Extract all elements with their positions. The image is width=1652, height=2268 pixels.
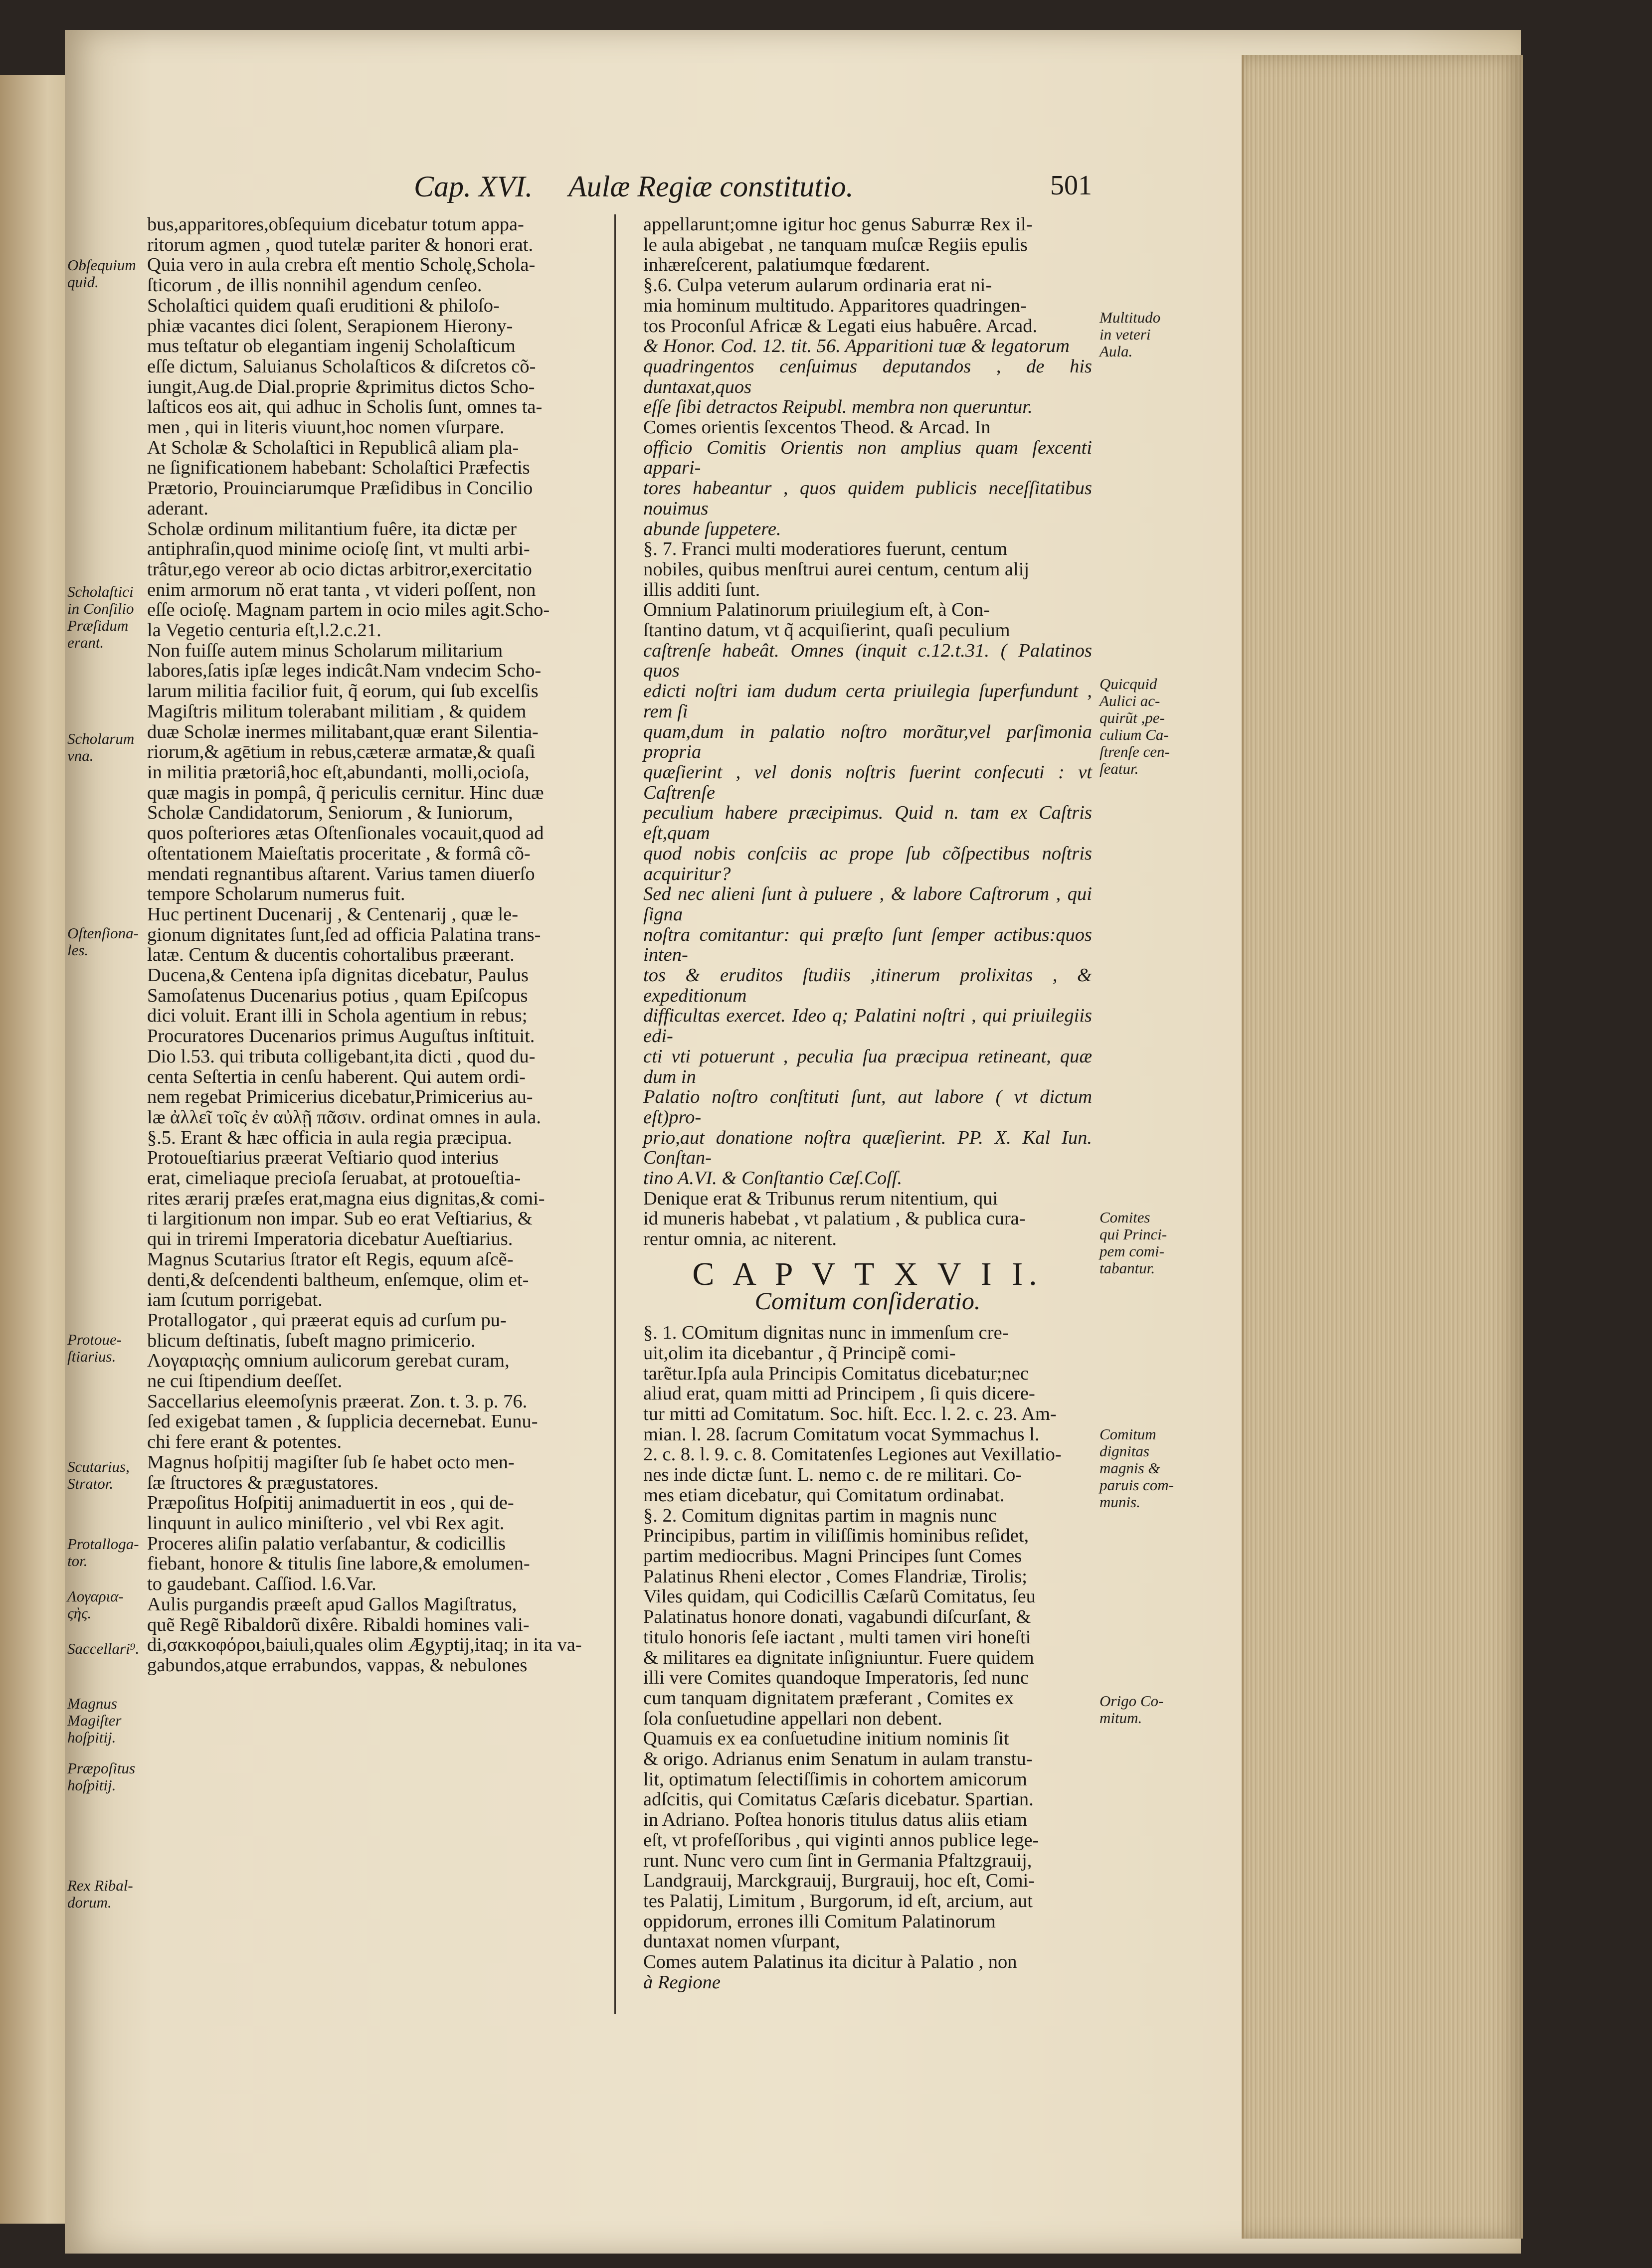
column-rule — [614, 214, 616, 2014]
text-line: ſticorum , de illis nonnihil agendum cenſeo. — [147, 275, 482, 296]
margin-note-line: munis. — [1100, 1493, 1140, 1511]
margin-note-line: ςὴς. — [67, 1604, 92, 1622]
text-line: la Vegetio centuria eſt,l.2.c.21. — [147, 620, 381, 641]
text-line: le aula abigebat , ne tanquam muſcæ Regiis epulis — [643, 234, 1028, 255]
margin-note — [1100, 1426, 1229, 1511]
margin-note — [67, 1458, 147, 1492]
margin-note-line: Præpoſitus — [67, 1759, 136, 1777]
text-line: titulo honoris ſeſe iactant , multi tamen viri honeſti — [643, 1626, 1031, 1648]
text-line: chi fere erant & potentes. — [147, 1431, 342, 1453]
text-line: Viles quidam, qui Codicillis Cæſarũ Comitatus, ſeu — [643, 1586, 1036, 1607]
chapter-number: Cap. XVI. — [414, 170, 533, 203]
text-line: abunde ſuppetere. — [643, 518, 781, 539]
margin-note-line: pem comi- — [1100, 1242, 1164, 1260]
text-line: Scholæ ordinum militantium fuêre, ita dictæ per — [147, 518, 517, 539]
margin-note — [67, 925, 147, 959]
text-line: Palatio noſtro conſtituti ſunt, aut labore ( vt dictum eſt)pro- — [643, 1086, 1092, 1128]
text-line: antiphraſin,quod minime ocioſę ſint, vt multi arbi- — [147, 538, 530, 560]
text-line: men , qui in literis viuunt,hoc nomen vſurpare. — [147, 417, 505, 438]
text-line: aliud erat, quam mitti ad Principem , ſi quis dicere- — [643, 1383, 1035, 1404]
margin-note-line: Strator. — [67, 1475, 114, 1492]
text-line: ſæ ſtructores & prægustatores. — [147, 1472, 379, 1493]
text-line: duntaxat nomen vſurpant, — [643, 1931, 840, 1952]
margin-note-line: mitum. — [1100, 1709, 1142, 1727]
margin-note — [1100, 676, 1229, 777]
text-line: caſtrenſe habeât. Omnes (inquit c.12.t.31. ( Palatinos quos — [643, 640, 1092, 682]
margin-note-line: Magiſter — [67, 1712, 122, 1729]
text-line: riorum,& agētium in rebus,cæteræ armatæ,& quaſi — [147, 741, 536, 763]
text-line: gionum dignitates ſunt,ſed ad officia Palatina trans- — [147, 924, 541, 945]
catchword: à Regione — [643, 1971, 721, 1993]
margin-note-line: Rex Ribal- — [67, 1877, 133, 1894]
margin-note — [67, 1760, 147, 1794]
margin-note-line: Aula. — [1100, 343, 1133, 360]
text-line: oſtentationem Maieſtatis proceritate , & formâ cõ- — [147, 843, 531, 864]
text-line: §.5. Erant & hæc officia in aula regia præcipua. — [147, 1127, 512, 1148]
text-line: adſcitis, qui Comitatus Cæſaris dicebatur. Spartian. — [643, 1789, 1034, 1810]
margin-note — [1100, 1693, 1229, 1727]
text-line: eſſe ocioſę. Magnam partem in ocio miles agit.Scho- — [147, 599, 550, 621]
margin-note-line: dignitas — [1100, 1442, 1149, 1460]
text-line: ſed exigebat tamen , & ſupplicia decernebat. Eunu- — [147, 1411, 538, 1432]
text-line: lit, optimatum ſelectiſſimis in cohortem amicorum — [643, 1768, 1027, 1790]
text-line: At Scholæ & Scholaſtici in Republicâ aliam pla- — [147, 437, 519, 458]
margin-note-line: Magnus — [67, 1695, 117, 1712]
margin-note-line: hoſpitij. — [67, 1729, 116, 1746]
margin-note-line: paruis com- — [1100, 1476, 1174, 1494]
text-line: Palatinus Rheni elector , Comes Flandriæ, Tirolis; — [643, 1566, 1027, 1587]
margin-note — [67, 1536, 147, 1570]
margin-note-line: Scutarius, — [67, 1458, 130, 1475]
text-line: mian. l. 28. ſacrum Comitatum vocat Symmachus l. — [643, 1423, 1040, 1445]
text-line: to gaudebant. Caſſiod. l.6.Var. — [147, 1573, 376, 1595]
text-line: Palatinatus honore donati, vagabundi diſcurſant, & — [643, 1606, 1031, 1628]
text-line: Prætorio, Prouinciarumque Præſidibus in Concilio — [147, 478, 533, 499]
margin-note-line: dorum. — [67, 1894, 112, 1911]
right-column-text-bottom — [643, 1323, 1092, 1972]
text-line: Procuratores Ducenarios primus Auguſtus inſtituit. — [147, 1026, 535, 1047]
text-line: quos poſteriores ætas Oſtenſionales vocauit,quod ad — [147, 823, 544, 844]
text-line: runt. Nunc vero cum ſint in Germania Pfaltzgrauij, — [643, 1850, 1032, 1871]
margin-note — [67, 730, 147, 764]
text-line: rentur omnia, ac niterent. — [643, 1228, 837, 1250]
text-line: Quia vero in aula crebra eſt mentio Scholę,Schola- — [147, 254, 536, 276]
text-line: Non fuiſſe autem minus Scholarum militarium — [147, 640, 503, 661]
margin-note-line: Præſidum — [67, 617, 129, 634]
margin-note-line: Scholaſtici — [67, 583, 134, 600]
text-line: duæ Scholæ inermes militabant,quæ erant Silentia- — [147, 721, 539, 742]
text-line: quæſierint , vel donis noſtris fuerint conſecuti : vt Caſtrenſe — [643, 761, 1092, 803]
margin-note — [1100, 1209, 1229, 1277]
margin-note — [1100, 309, 1229, 360]
text-line: laſticos eos ait, qui adhuc in Scholis ſunt, omnes ta- — [147, 396, 543, 418]
margin-note-line: Λογαρια- — [67, 1587, 124, 1605]
margin-note-line: Quicquid — [1100, 675, 1157, 693]
text-line: Comes autem Palatinus ita dicitur à Palatio , non — [643, 1951, 1017, 1973]
margin-note-line: in Conſilio — [67, 600, 134, 617]
margin-note-line: hoſpitij. — [67, 1776, 116, 1794]
chapter-heading: C A P V T X V I I. — [692, 1255, 1043, 1292]
text-line: Scholæ Candidatorum, Seniorum , & Iuniorum, — [147, 802, 513, 824]
text-line: Magiſtris militum tolerabant militiam , & quidem — [147, 700, 527, 722]
text-line: id muneris habebat , vt palatium , & publica cura- — [643, 1208, 1026, 1229]
text-line: quam,dum in palatio noſtro morãtur,vel parſimonia propria — [643, 721, 1092, 763]
text-line: Denique erat & Tribunus rerum nitentium, qui — [643, 1188, 998, 1209]
text-line: tos & eruditos ſtudiis ,itinerum prolixitas , & expeditionum — [643, 965, 1092, 1006]
text-line: linquunt in aulico miniſterio , vel vbi Rex agit. — [147, 1513, 505, 1534]
margin-note-line: quid. — [67, 273, 99, 291]
margin-note-line: magnis & — [1100, 1459, 1160, 1477]
text-line: eſt, vt profeſſoribus , qui viginti annos publice lege- — [643, 1829, 1039, 1851]
text-line: mendati regnantibus aſtarent. Varius tamen diuerſo — [147, 863, 535, 884]
margin-note-line: Comites — [1100, 1209, 1150, 1226]
text-line: appellarunt;omne igitur hoc genus Saburræ Rex il- — [643, 214, 1033, 235]
text-line: Huc pertinent Ducenarij , & Centenarij , quæ le- — [147, 903, 519, 925]
running-head — [414, 170, 1092, 219]
text-line: §. 7. Franci multi moderatiores fuerunt, centum — [643, 538, 1008, 560]
margin-note-line: Protalloga- — [67, 1535, 139, 1553]
margin-note-line: tor. — [67, 1552, 88, 1570]
text-line: Saccellarius eleemoſynis præerat. Zon. t. 3. p. 76. — [147, 1391, 528, 1412]
text-line: iungit,Aug.de Dial.proprie &primitus dictos Scho- — [147, 376, 535, 397]
margin-note-line: vna. — [67, 747, 94, 764]
text-line: uit,olim ita dicebantur , q̃ Principẽ comi- — [643, 1342, 956, 1364]
margin-note — [67, 1588, 147, 1622]
text-line: Scholaſtici quidem quaſi eruditioni & philoſo- — [147, 295, 500, 316]
text-line: edicti noſtri iam dudum certa priuilegia ſuperfundunt , rem ſi — [643, 681, 1092, 722]
text-line: difficultas exercet. Ideo q; Palatini noſtri , qui priuilegiis edi- — [643, 1005, 1092, 1047]
text-line: nem regebat Primicerius dicebatur,Primicerius au- — [147, 1086, 533, 1108]
text-line: officio Comitis Orientis non amplius quam ſexcenti appari- — [643, 437, 1092, 479]
text-line: enim armorum nõ erat tanta , vt videri poſſent, non — [147, 579, 536, 600]
text-line: ritorum agmen , quod tutelæ pariter & honori erat. — [147, 234, 534, 255]
text-line: tores habeantur , quos quidem publicis neceſſitatibus nouimus — [643, 478, 1092, 519]
margin-note-line: quirũt ,pe- — [1100, 709, 1165, 726]
text-line: noſtra comitantur: qui præſto ſunt ſemper actibus:quos inten- — [643, 924, 1092, 966]
text-line: Præpoſitus Hoſpitij animaduertit in eos , qui de- — [147, 1492, 514, 1514]
margin-note-line: Saccellari⁹. — [67, 1640, 140, 1657]
text-line: peculium habere præcipimus. Quid n. tam ex Caſtris eſt,quam — [643, 802, 1092, 844]
text-line: §. 1. COmitum dignitas nunc in immenſum cre- — [643, 1322, 1009, 1344]
margin-note — [67, 1640, 147, 1657]
text-line: fiebant, honore & titulis ſine labore,& emolumen- — [147, 1553, 530, 1574]
text-line: tino A.VI. & Conſtantio Cæſ.Coſſ. — [643, 1168, 903, 1189]
text-line: eſſe ſibi detractos Reipubl. membra non queruntur. — [643, 396, 1033, 418]
text-line: iam ſcutum porrigebat. — [147, 1289, 323, 1311]
running-title: Aulæ Regiæ constitutio. — [568, 170, 854, 203]
text-line: ſtantino datum, vt q̃ acquiſierint, quaſi peculium — [643, 620, 1010, 641]
text-line: aderant. — [147, 498, 208, 519]
text-line: denti,& deſcendenti baltheum, enſemque, olim et- — [147, 1269, 529, 1290]
text-line: mia hominum multitudo. Apparitores quadringen- — [643, 295, 1027, 316]
text-line: dici voluit. Erant illi in Schola agentium in rebus; — [147, 1005, 528, 1027]
margin-note-line: in veteri — [1100, 326, 1151, 343]
margin-note-line: tabantur. — [1100, 1259, 1155, 1277]
text-line: Ducena,& Centena ipſa dignitas dicebatur, Paulus — [147, 965, 529, 986]
text-line: quẽ Regẽ Ribaldorũ dixêre. Ribaldi homines vali- — [147, 1614, 530, 1635]
text-line: quæ magis in pompâ, q̃ periculis cernitur. Hinc duæ — [147, 782, 544, 803]
margin-note-line: Multitudo — [1100, 309, 1161, 326]
text-line: & Honor. Cod. 12. tit. 56. Apparitioni tuæ & legatorum — [643, 336, 1070, 357]
text-line: eſſe dictum, Saluianus Scholaſticos & diſcretos cõ- — [147, 355, 536, 377]
text-line: cti vti potuerunt , peculia ſua præcipua retineant, quæ dum in — [643, 1046, 1092, 1087]
page-block-edge — [1242, 55, 1523, 2239]
text-line: ſola conſuetudine appellari non debent. — [643, 1708, 942, 1729]
text-line: tempore Scholarum numerus fuit. — [147, 883, 405, 905]
page-number: 501 — [1050, 170, 1092, 201]
text-line: tarẽtur.Ipſa aula Principis Comitatus dicebatur;nec — [643, 1363, 1029, 1384]
text-line: quod nobis conſciis ac prope ſub cõſpectibus noſtris acquiritur? — [643, 843, 1092, 884]
text-line: centa Seſtertia in cenſu haberent. Qui autem ordi- — [147, 1066, 526, 1087]
text-line: gabundos,atque errabundos, vappas, & nebulones — [147, 1654, 528, 1676]
text-line: Quamuis ex ea conſuetudine initium nominis ſit — [643, 1728, 1009, 1749]
right-text-column — [643, 214, 1092, 1992]
text-line: Magnus Scutarius ſtrator eſt Regis, equum aſcẽ- — [147, 1248, 514, 1270]
text-line: Magnus hoſpitij magiſter ſub ſe habet octo men- — [147, 1451, 515, 1473]
margin-note-line: erant. — [67, 634, 104, 651]
margin-note-line: Origo Co- — [1100, 1692, 1164, 1710]
text-line: cum tanquam dignitatem præferant , Comites ex — [643, 1687, 1014, 1709]
text-line: qui in triremi Imperatoria dicebatur Aueſtiarius. — [147, 1228, 513, 1250]
text-line: latæ. Centum & ducentis cohortalibus præerant. — [147, 944, 515, 966]
text-line: Proceres aliſin palatio verſabantur, & codicillis — [147, 1533, 506, 1554]
text-line: 2. c. 8. l. 9. c. 8. Comitatenſes Legiones aut Vexillatio- — [643, 1444, 1062, 1465]
text-line: inhæreſcerent, palatiumque fœdarent. — [643, 254, 930, 276]
text-line: partim mediocribus. Magni Principes ſunt Comes — [643, 1546, 1022, 1567]
margin-note-line: ſeatur. — [1100, 760, 1139, 777]
margin-note-line: culium Ca- — [1100, 726, 1169, 743]
margin-note-line: Oſtenſiona- — [67, 924, 139, 942]
margin-note-line: ſtrenſe cen- — [1100, 743, 1170, 760]
text-line: illi vere Comites quandoque Imperatoris, ſed nunc — [643, 1667, 1029, 1689]
text-line: phiæ vacantes dici ſolent, Serapionem Hierony- — [147, 315, 513, 337]
text-line: Sed nec alieni ſunt à puluere , & labore Caſtrorum , qui ſigna — [643, 883, 1092, 925]
text-line: in militia prætoriâ,hoc eſt,abundanti, molli,ocioſa, — [147, 761, 530, 783]
text-line: Protallogator , qui præerat equis ad curſum pu- — [147, 1309, 507, 1331]
margin-note-line: Aulici ac- — [1100, 692, 1160, 709]
text-line: ti largitionum non impar. Sub eo erat Veſtiarius, & — [147, 1208, 533, 1229]
margin-note — [67, 257, 147, 291]
text-line: Dio l.53. qui tributa colligebant,ita dicti , quod du- — [147, 1046, 536, 1067]
text-line: Samoſatenus Ducenarius potius , quam Epiſcopus — [147, 985, 528, 1006]
text-line: mus teſtatur ob elegantiam ingenij Scholaſticum — [147, 336, 516, 357]
text-line: labores,ſatis ipſæ leges indicât.Nam vndecim Scho- — [147, 660, 542, 682]
text-line: Omnium Palatinorum priuilegium eſt, à Con- — [643, 599, 990, 621]
text-line: Principibus, partim in viliſſimis hominibus reſidet, — [643, 1525, 1029, 1547]
text-line: §.6. Culpa veterum aularum ordinaria erat ni- — [643, 275, 992, 296]
text-line: & militares ea dignitate inſigniuntur. Fuere quidem — [643, 1647, 1034, 1668]
text-line: tos Proconſul Africæ & Legati eius habuêre. Arcad. — [643, 315, 1038, 337]
text-line: tes Palatij, Limitum , Burgorum, id eſt, arcium, aut — [643, 1890, 1033, 1912]
text-line: & origo. Adrianus enim Senatum in aulam transtu- — [643, 1748, 1033, 1770]
text-line: illis additi ſunt. — [643, 579, 760, 600]
text-line: Aulis purgandis præeſt apud Gallos Magiſtratus, — [147, 1593, 517, 1615]
chapter-subtitle: Comitum conſideratio. — [754, 1286, 981, 1315]
text-line: quadringentos cenſuimus deputandos , de his duntaxat,quos — [643, 355, 1092, 397]
text-line: oppidorum, errones illi Comitum Palatinorum — [643, 1911, 996, 1932]
text-line: tur mitti ad Comitatum. Soc. hiſt. Ecc. l. 2. c. 23. Am- — [643, 1403, 1057, 1425]
margin-note-line: ſtiarius. — [67, 1348, 116, 1365]
margin-note-line: Scholarum — [67, 730, 135, 747]
margin-note-line: Protoue- — [67, 1331, 122, 1348]
text-line: larum militia facilior fuit, q̃ eorum, qui ſub excelſis — [147, 681, 539, 702]
text-line: nobiles, quibus menſtrui aurei centum, centum alij — [643, 558, 1030, 580]
text-line: prio,aut donatione noſtra quæſierint. PP. X. Kal Iun. Conſtan- — [643, 1127, 1092, 1169]
margin-note — [67, 1695, 147, 1746]
text-line: Comes orientis ſexcentos Theod. & Arcad. In — [643, 417, 991, 438]
text-line: ne cui ſtipendium deeſſet. — [147, 1371, 343, 1392]
margin-note — [67, 583, 147, 651]
margin-note-line: qui Princi- — [1100, 1225, 1167, 1243]
text-line: erat, cimeliaque precioſa ſeruabat, at protoueſtia- — [147, 1168, 521, 1189]
text-line: Λογαριαςὴς omnium aulicorum gerebat curam, — [147, 1350, 510, 1372]
margin-note-line: Obſequium — [67, 256, 136, 274]
text-line: blicum deſtinatis, ſubeſt magno primicerio. — [147, 1330, 476, 1351]
text-line: nes inde dictæ ſunt. L. nemo c. de re militari. Co- — [643, 1464, 1022, 1486]
text-line: ne ſignificationem habebant: Scholaſtici Præfectis — [147, 457, 530, 479]
margin-note — [67, 1331, 147, 1365]
text-line: læ ἀλλεῖ τοῖς ἐν αὐλῇ πᾶσιν. ordinat omnes in aula. — [147, 1106, 541, 1128]
text-line: Protoueſtiarius præerat Veſtiario quod interius — [147, 1147, 499, 1169]
text-line: §. 2. Comitum dignitas partim in magnis nunc — [643, 1505, 997, 1526]
text-line: in Adriano. Poſtea honoris titulus datus aliis etiam — [643, 1809, 1027, 1831]
text-line: rites ærarij præſes erat,magna eius dignitas,& comi- — [147, 1188, 545, 1209]
text-line: mes etiam dicebatur, qui Comitatum ordinabat. — [643, 1484, 1005, 1506]
right-column-text-top — [643, 214, 1092, 1249]
text-line: trâtur,ego vereor ab ocio dictas arbitror,exercitatio — [147, 558, 532, 580]
left-text-column — [147, 214, 598, 1676]
text-line: di,σακκοφόροι,baiuli,quales olim Ægyptij,itaq; in ita va- — [147, 1634, 582, 1656]
margin-note-line: les. — [67, 941, 89, 959]
text-line: bus,apparitores,obſequium dicebatur totum appa- — [147, 214, 524, 235]
text-line: Landgrauij, Marckgrauij, Burgrauij, hoc eſt, Comi- — [643, 1870, 1035, 1892]
margin-note-line: Comitum — [1100, 1425, 1156, 1443]
margin-note — [67, 1877, 147, 1911]
